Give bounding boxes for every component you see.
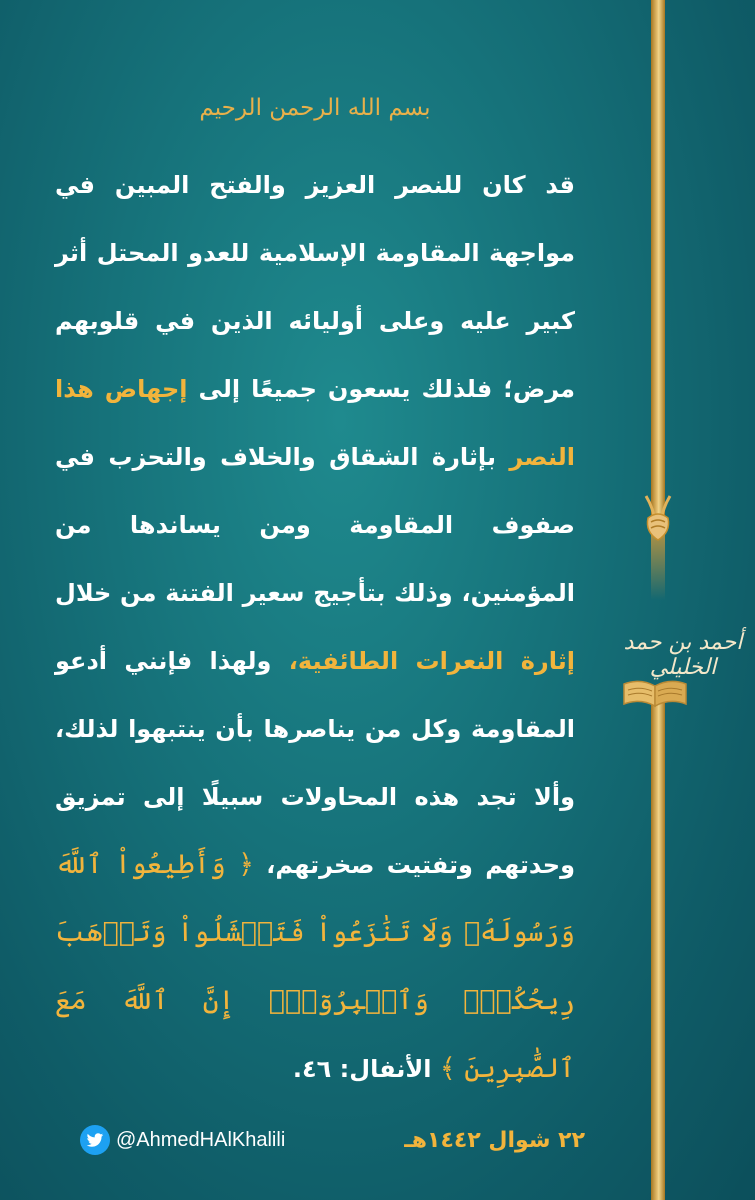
open-book-icon [620, 676, 690, 710]
highlight-2: إثارة النعرات الطائفية، [288, 647, 575, 675]
post-date: ٢٢ شوال ١٤٤٢هـ [404, 1128, 585, 1153]
body-part-2: بإثارة الشقاق والخلاف والتحزب في صفوف المقاومة ومن يساندها من المؤمنين، وذلك بتأجيج سعير الفتنة من خلال [55, 443, 575, 607]
message-content [55, 95, 575, 1103]
message-body [55, 151, 575, 1103]
author-signature: أحمد بن حمد الخليلي [623, 630, 743, 680]
verse-reference: الأنفال: ٤٦. [292, 1055, 440, 1083]
twitter-bird-icon[interactable] [80, 1125, 110, 1155]
body-part-1: قد كان للنصر العزيز والفتح المبين في مواجهة المقاومة الإسلامية للعدو المحتل أثر كبير عليه وعلى أوليائه الذين في قلوبهم مرض؛ فلذلك يسعون جميعًا إلى [55, 171, 575, 403]
highlight-1: إجهاض هذا النصر [55, 375, 575, 471]
gold-line-top [651, 0, 665, 520]
twitter-link[interactable] [80, 1125, 285, 1155]
body-part-3: ولهذا فإنني أدعو المقاومة وكل من يناصرها بأن ينتبهوا لذلك، وألا تجد هذه المحاولات سبيلًا إلى تمزيق وحدتهم وتفتيت صخرتهم، [55, 647, 575, 879]
basmala-heading: بسم الله الرحمن الرحيم [199, 95, 431, 121]
twitter-handle[interactable]: @AhmedHAlKhalili [116, 1128, 286, 1151]
quran-verse: ﴿ وَأَطِيعُواْ ٱللَّهَ وَرَسُولَهُۥ وَلَا تَنَٰزَعُواْ فَتَفۡشَلُواْ وَتَذۡهَبَ رِيحُكُمۡۖ وَٱصۡبِرُوٓاْۚ إِنَّ ٱللَّهَ مَعَ ٱلصَّٰبِرِينَ ﴾ [55, 849, 575, 1084]
gold-line-bottom [651, 700, 665, 1200]
clasped-hands-icon [638, 492, 678, 548]
